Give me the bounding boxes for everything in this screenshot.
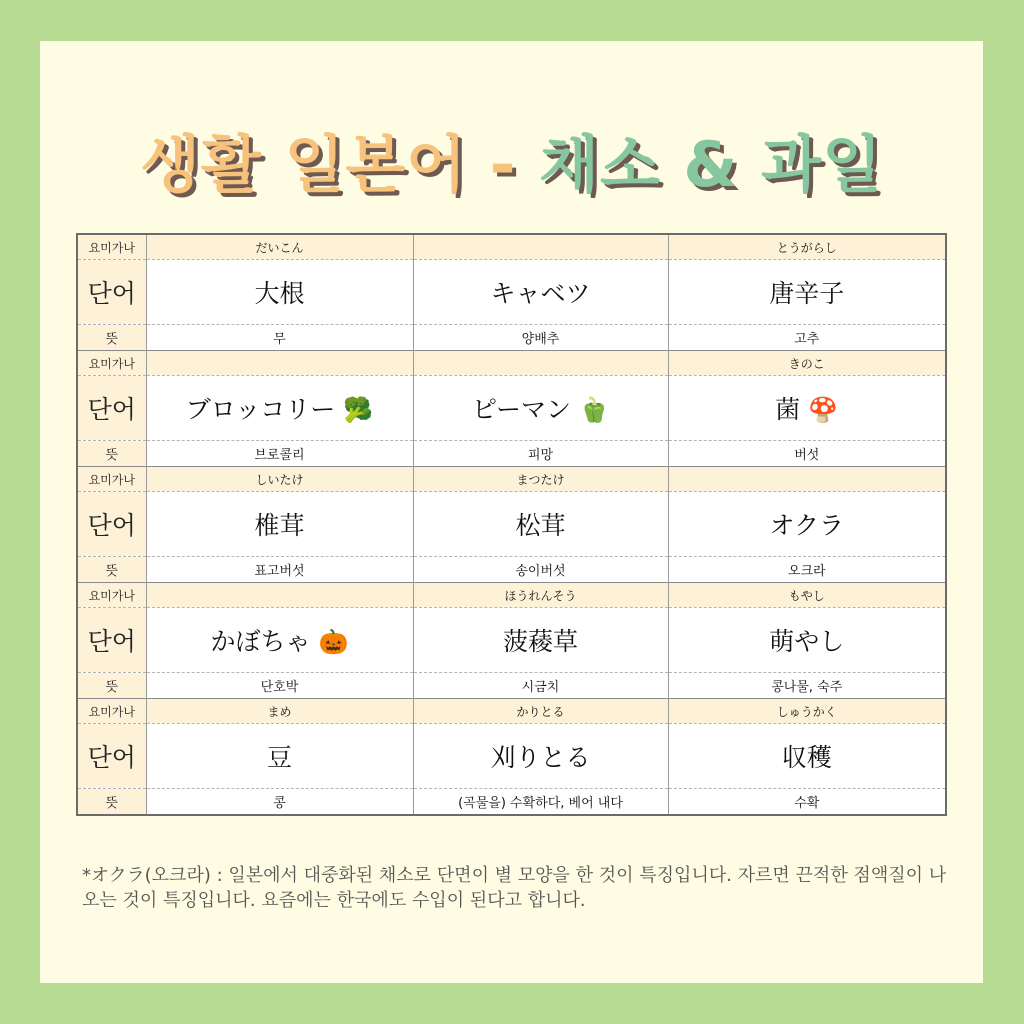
yomigana-text: もやし [788,588,825,603]
table-row-word [78,608,945,673]
row-label-yomigana: 요미가나 [78,351,146,376]
word-text: 刈りとる [490,743,591,772]
page-title [40,125,983,205]
word-cell [146,608,413,673]
footnote: *オクラ(오크라) : 일본에서 대중화된 채소로 단면이 별 모양을 한 것이 특징입니다. 자르면 끈적한 점액질이 나오는 것이 특징입니다. 요즘에는 한국에도 수입이 된다고 합니다. [82,865,947,911]
yomigana-text: かりとる [516,704,565,719]
row-label-word: 단어 [78,260,146,325]
yomigana-cell [146,351,413,376]
word-text: 収穫 [781,743,832,772]
table-row-word [78,260,945,325]
word-cell [413,492,668,557]
word-cell [413,260,668,325]
word-cell [413,376,668,441]
table-row-meaning [78,673,945,699]
meaning-cell [668,789,945,815]
meaning-text: 콩나물, 숙주 [771,680,843,695]
meaning-cell [146,325,413,351]
meaning-cell [146,557,413,583]
meaning-text: 시금치 [521,680,560,695]
word-text: かぼちゃ [210,627,311,656]
row-label-word: 단어 [78,724,146,789]
meaning-text: 고추 [794,332,820,347]
yomigana-cell [668,699,945,724]
word-cell [668,608,945,673]
content-card [40,41,983,983]
row-label-word: 단어 [78,492,146,557]
yomigana-text: だいこん [255,240,304,255]
meaning-cell [413,789,668,815]
row-label-yomigana: 요미가나 [78,235,146,260]
word-text: 大根 [254,279,305,308]
meaning-cell [413,325,668,351]
title-part-1: 생활 일본어 - [140,128,540,201]
yomigana-text: まつたけ [516,472,565,487]
meaning-text: 피망 [527,448,554,463]
row-label-meaning: 뜻 [78,325,146,351]
table-row-yomigana [78,235,945,260]
yomigana-cell [668,351,945,376]
row-label-yomigana: 요미가나 [78,583,146,608]
word-text: 松茸 [515,511,566,540]
vegetable-emoji-icon: 🍄 [808,396,839,424]
yomigana-cell [146,583,413,608]
yomigana-cell [413,467,668,492]
row-label-yomigana: 요미가나 [78,467,146,492]
word-cell [146,260,413,325]
meaning-cell [413,557,668,583]
meaning-text: (곡물을) 수확하다, 베어 내다 [458,796,623,811]
yomigana-cell [413,235,668,260]
table-row-word [78,724,945,789]
meaning-text: 단호박 [260,680,299,695]
word-cell [668,492,945,557]
word-text: 萌やし [769,627,845,656]
word-text: 菌 [775,395,801,424]
table-row-yomigana [78,467,945,492]
yomigana-cell [413,583,668,608]
yomigana-cell [413,351,668,376]
word-text: 椎茸 [254,511,305,540]
word-text: ブロッコリー [185,395,336,424]
word-text: 豆 [266,743,292,772]
yomigana-cell [413,699,668,724]
yomigana-cell [146,699,413,724]
yomigana-cell [668,467,945,492]
meaning-text: 송이버섯 [515,564,566,579]
meaning-text: 양배추 [521,332,560,347]
table-row-word [78,376,945,441]
meaning-cell [413,441,668,467]
meaning-text: 오크라 [787,564,826,579]
meaning-cell [146,441,413,467]
meaning-text: 콩 [273,796,286,811]
word-cell [413,608,668,673]
row-label-meaning: 뜻 [78,673,146,699]
word-cell [668,724,945,789]
meaning-cell [146,673,413,699]
vegetable-emoji-icon: 🫑 [579,396,609,424]
word-text: 菠薐草 [502,627,578,656]
vegetable-emoji-icon: 🥦 [343,396,374,424]
meaning-cell [146,789,413,815]
row-label-meaning: 뜻 [78,441,146,467]
meaning-cell [413,673,668,699]
yomigana-text: まめ [267,704,292,719]
yomigana-cell [668,583,945,608]
table-row-yomigana [78,699,945,724]
meaning-text: 무 [273,332,286,347]
table-row-meaning [78,557,945,583]
yomigana-cell [146,467,413,492]
meaning-cell [668,325,945,351]
meaning-text: 브로콜리 [254,448,305,463]
row-label-meaning: 뜻 [78,557,146,583]
row-label-yomigana: 요미가나 [78,699,146,724]
table-row-meaning [78,441,945,467]
word-cell [146,376,413,441]
yomigana-text: とうがらし [776,240,837,255]
table-row-meaning [78,325,945,351]
word-cell [668,376,945,441]
meaning-cell [668,441,945,467]
word-cell [413,724,668,789]
meaning-cell [668,557,945,583]
word-text: ピーマン [472,395,572,424]
yomigana-cell [668,235,945,260]
meaning-text: 표고버섯 [254,564,305,579]
word-text: 唐辛子 [769,279,845,308]
vegetable-emoji-icon: 🎃 [318,628,349,656]
vocab-table [76,233,947,816]
yomigana-text: しゅうかく [776,704,837,719]
table-row-meaning [78,789,945,815]
meaning-text: 수확 [794,796,820,811]
table-row-yomigana [78,351,945,376]
word-cell [146,724,413,789]
word-text: キャベツ [490,279,591,308]
row-label-word: 단어 [78,608,146,673]
yomigana-text: しいたけ [255,472,304,487]
meaning-cell [668,673,945,699]
word-cell [668,260,945,325]
yomigana-cell [146,235,413,260]
yomigana-text: きのこ [788,356,825,371]
row-label-meaning: 뜻 [78,789,146,815]
title-part-2: 채소 & 과일 [539,128,883,201]
table-row-word [78,492,945,557]
word-cell [146,492,413,557]
row-label-word: 단어 [78,376,146,441]
table-row-yomigana [78,583,945,608]
word-text: オクラ [769,511,844,540]
yomigana-text: ほうれんそう [504,588,577,603]
meaning-text: 버섯 [794,448,820,463]
